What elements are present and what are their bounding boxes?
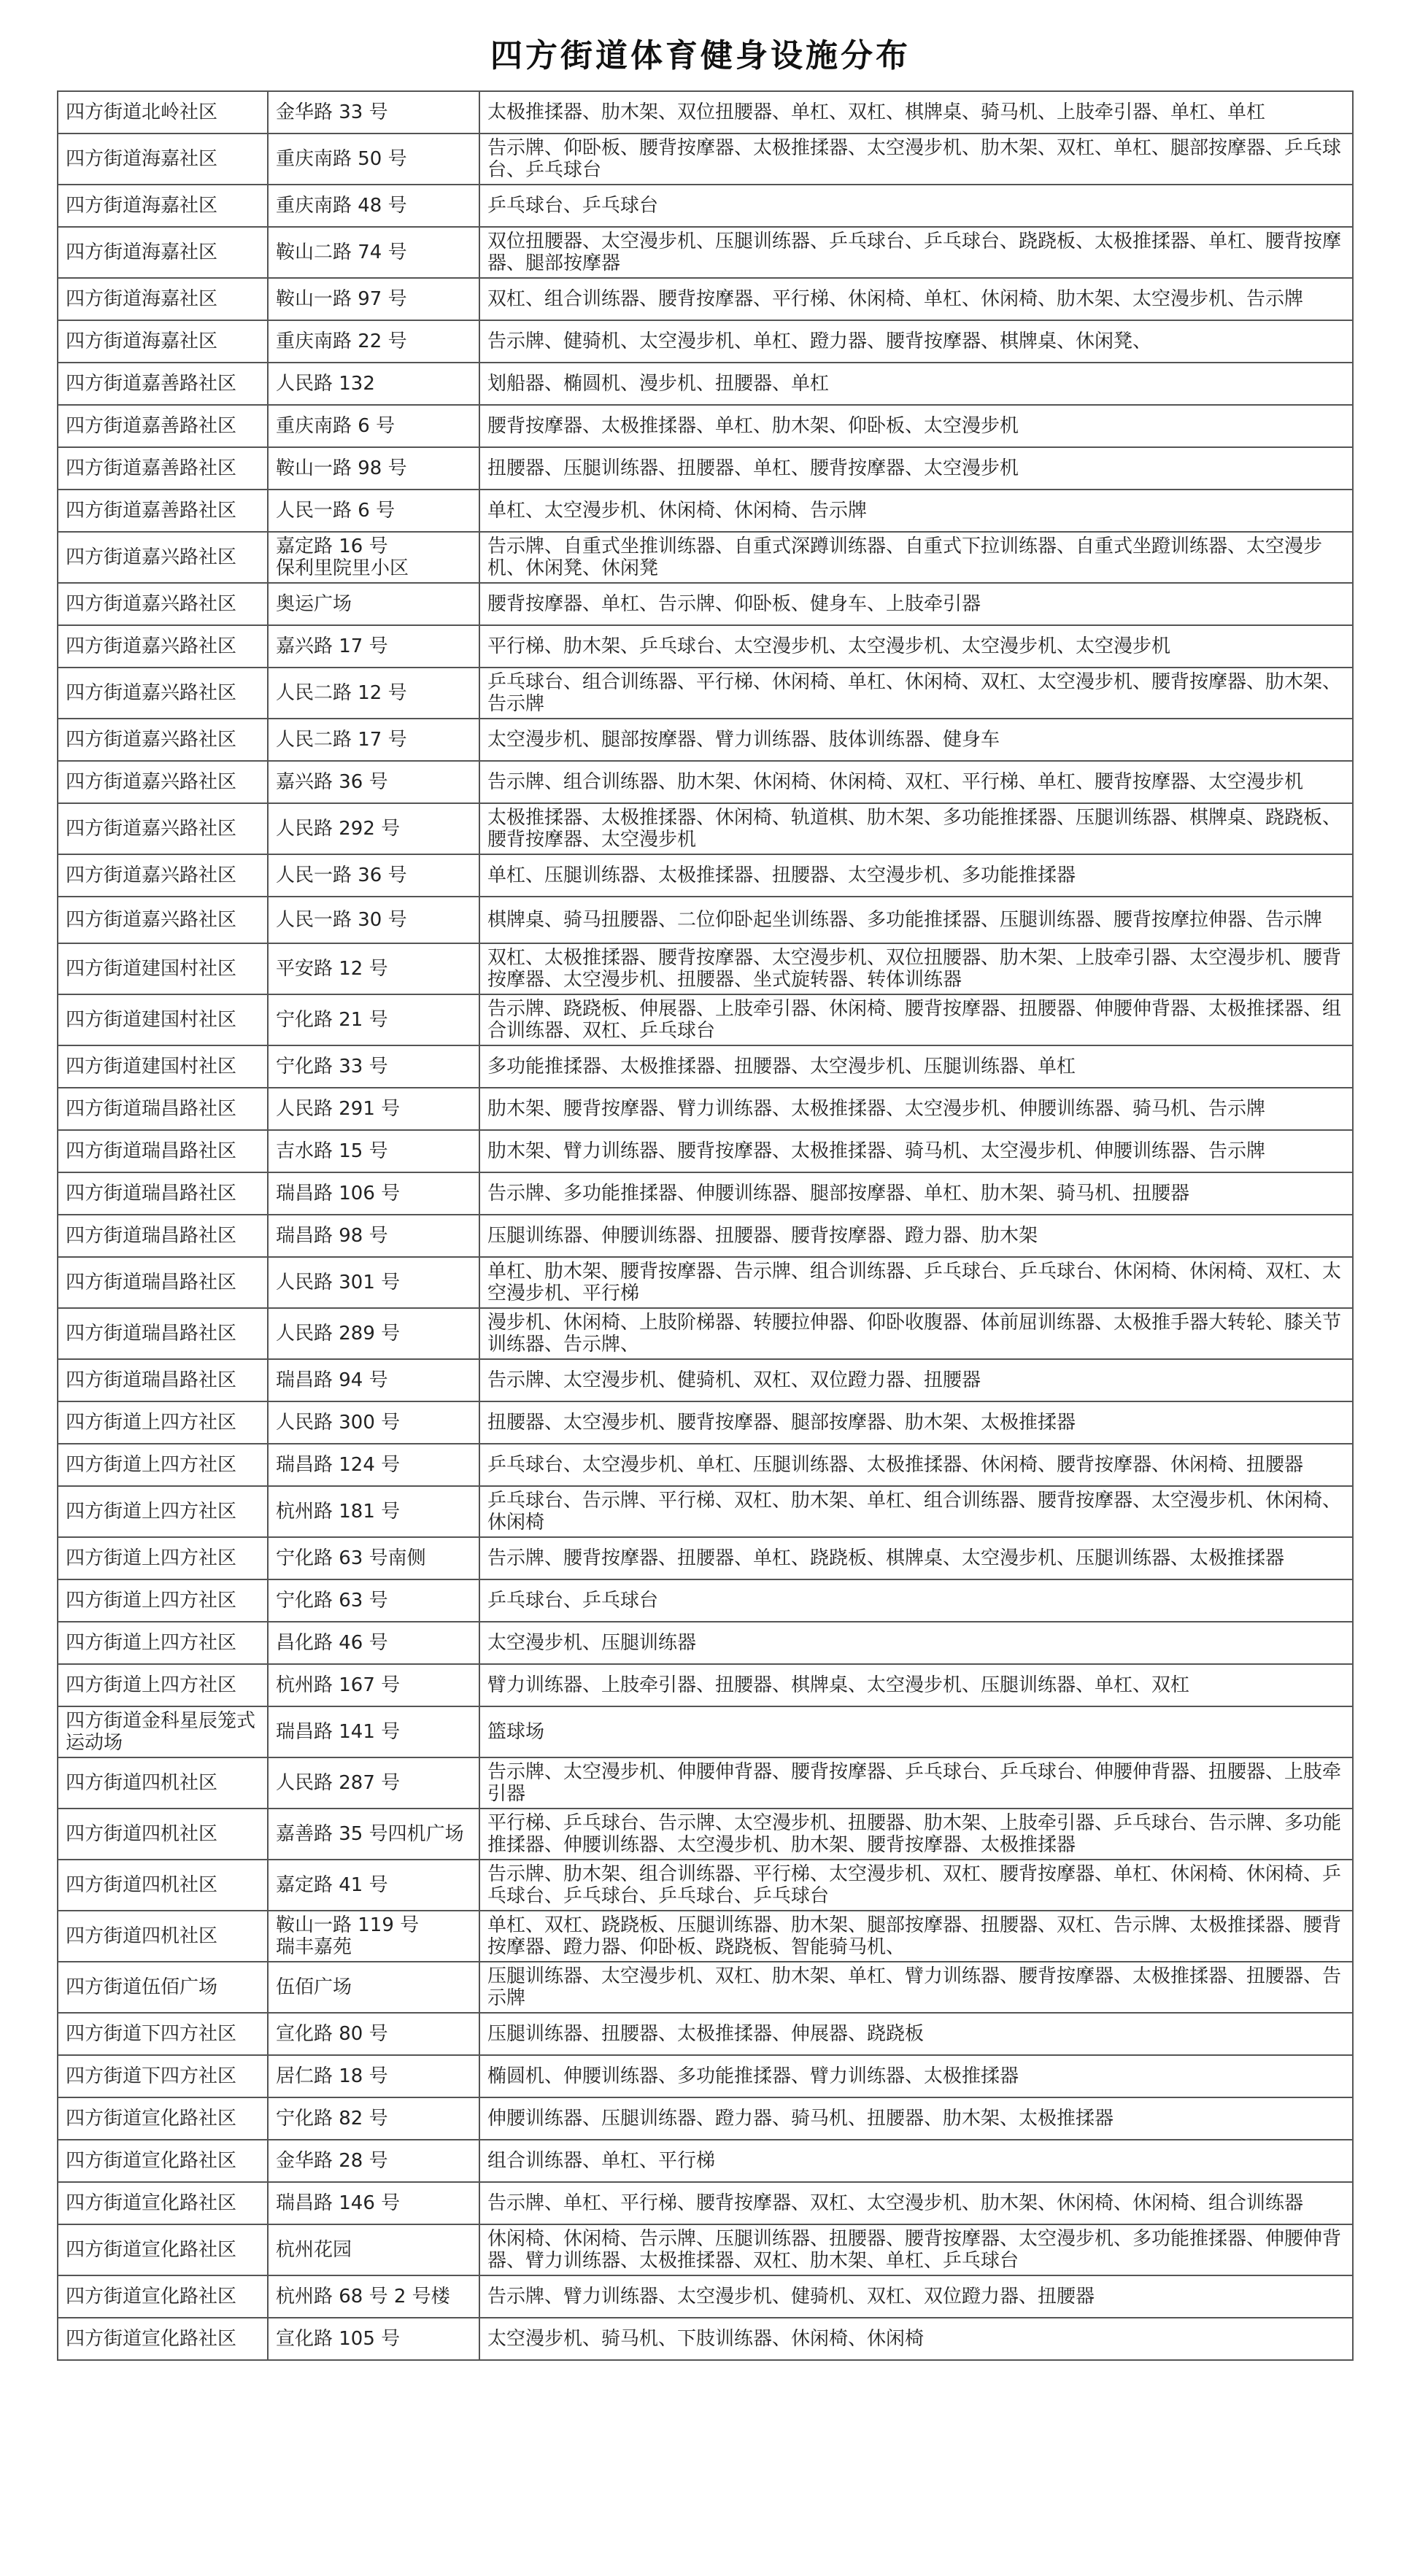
facilities-cell: 告示牌、单杠、平行梯、腰背按摩器、双杠、太空漫步机、肋木架、休闲椅、休闲椅、组合训练器 — [479, 2182, 1353, 2224]
table-row — [58, 761, 1353, 803]
address-cell: 重庆南路 48 号 — [268, 185, 479, 227]
table-row — [58, 1622, 1353, 1664]
facilities-cell: 肋木架、臂力训练器、腰背按摩器、太极推揉器、骑马机、太空漫步机、伸腰训练器、告示牌 — [479, 1130, 1353, 1172]
table-row — [58, 447, 1353, 490]
address-cell: 瑞昌路 98 号 — [268, 1215, 479, 1257]
community-cell: 四方街道建国村社区 — [58, 994, 268, 1045]
facilities-cell: 椭圆机、伸腰训练器、多功能推揉器、臂力训练器、太极推揉器 — [479, 2055, 1353, 2097]
community-cell: 四方街道瑞昌路社区 — [58, 1088, 268, 1130]
address-cell: 人民一路 6 号 — [268, 490, 479, 532]
address-cell: 金华路 28 号 — [268, 2140, 479, 2182]
facilities-cell: 扭腰器、压腿训练器、扭腰器、单杠、腰背按摩器、太空漫步机 — [479, 447, 1353, 490]
facilities-cell: 双杠、太极推揉器、腰背按摩器、太空漫步机、双位扭腰器、肋木架、上肢牵引器、太空漫步机、腰背按摩器、太空漫步机、扭腰器、坐式旋转器、转体训练器 — [479, 943, 1353, 994]
table-row — [58, 1215, 1353, 1257]
table-row — [58, 1130, 1353, 1172]
address-cell: 鞍山一路 119 号 瑞丰嘉苑 — [268, 1911, 479, 1962]
facilities-cell: 双杠、组合训练器、腰背按摩器、平行梯、休闲椅、单杠、休闲椅、肋木架、太空漫步机、告示牌 — [479, 278, 1353, 320]
address-cell: 宁化路 63 号 — [268, 1579, 479, 1622]
address-cell: 宣化路 105 号 — [268, 2318, 479, 2360]
community-cell: 四方街道嘉善路社区 — [58, 405, 268, 447]
table-row — [58, 625, 1353, 668]
facilities-cell: 臂力训练器、上肢牵引器、扭腰器、棋牌桌、太空漫步机、压腿训练器、单杠、双杠 — [479, 1664, 1353, 1706]
address-cell: 瑞昌路 124 号 — [268, 1444, 479, 1486]
community-cell: 四方街道嘉兴路社区 — [58, 761, 268, 803]
address-cell: 杭州路 167 号 — [268, 1664, 479, 1706]
community-cell: 四方街道嘉兴路社区 — [58, 532, 268, 583]
community-cell: 四方街道上四方社区 — [58, 1664, 268, 1706]
facilities-cell: 篮球场 — [479, 1706, 1353, 1757]
community-cell: 四方街道上四方社区 — [58, 1401, 268, 1444]
table-row — [58, 803, 1353, 854]
address-cell: 宁化路 82 号 — [268, 2097, 479, 2140]
community-cell: 四方街道宣化路社区 — [58, 2097, 268, 2140]
table-row — [58, 2182, 1353, 2224]
facilities-cell: 休闲椅、休闲椅、告示牌、压腿训练器、扭腰器、腰背按摩器、太空漫步机、多功能推揉器、伸腰伸背器、臂力训练器、太极推揉器、双杠、肋木架、单杠、乒乓球台 — [479, 2224, 1353, 2275]
table-row — [58, 2224, 1353, 2275]
table-row — [58, 1757, 1353, 1809]
facilities-cell: 平行梯、肋木架、乒乓球台、太空漫步机、太空漫步机、太空漫步机、太空漫步机 — [479, 625, 1353, 668]
facilities-cell: 太空漫步机、腿部按摩器、臂力训练器、肢体训练器、健身车 — [479, 719, 1353, 761]
table-row — [58, 1809, 1353, 1860]
address-cell: 嘉兴路 36 号 — [268, 761, 479, 803]
address-cell: 人民路 301 号 — [268, 1257, 479, 1308]
facilities-cell: 告示牌、跷跷板、伸展器、上肢牵引器、休闲椅、腰背按摩器、扭腰器、伸腰伸背器、太极推揉器、组合训练器、双杠、乒乓球台 — [479, 994, 1353, 1045]
facilities-cell: 乒乓球台、乒乓球台 — [479, 185, 1353, 227]
address-cell: 人民一路 36 号 — [268, 854, 479, 897]
table-row — [58, 1045, 1353, 1088]
table-row — [58, 1444, 1353, 1486]
document-title: 四方街道体育健身设施分布 — [490, 37, 911, 74]
community-cell: 四方街道宣化路社区 — [58, 2275, 268, 2318]
table-row — [58, 1664, 1353, 1706]
facilities-cell: 告示牌、肋木架、组合训练器、平行梯、太空漫步机、双杠、腰背按摩器、单杠、休闲椅、休闲椅、乒乓球台、乒乓球台、乒乓球台、乒乓球台 — [479, 1860, 1353, 1911]
community-cell: 四方街道北岭社区 — [58, 91, 268, 134]
facilities-cell: 告示牌、仰卧板、腰背按摩器、太极推揉器、太空漫步机、肋木架、双杠、单杠、腿部按摩器、乒乓球台、乒乓球台 — [479, 134, 1353, 185]
address-cell: 嘉善路 35 号四机广场 — [268, 1809, 479, 1860]
address-cell: 金华路 33 号 — [268, 91, 479, 134]
address-cell: 瑞昌路 106 号 — [268, 1172, 479, 1215]
table-row — [58, 363, 1353, 405]
community-cell: 四方街道嘉兴路社区 — [58, 625, 268, 668]
table-row — [58, 668, 1353, 719]
address-cell: 人民路 291 号 — [268, 1088, 479, 1130]
address-cell: 人民二路 12 号 — [268, 668, 479, 719]
address-cell: 吉水路 15 号 — [268, 1130, 479, 1172]
table-row — [58, 532, 1353, 583]
community-cell: 四方街道瑞昌路社区 — [58, 1130, 268, 1172]
facilities-cell: 太极推揉器、太极推揉器、休闲椅、轨道棋、肋木架、多功能推揉器、压腿训练器、棋牌桌、跷跷板、腰背按摩器、太空漫步机 — [479, 803, 1353, 854]
community-cell: 四方街道海嘉社区 — [58, 320, 268, 363]
table-row — [58, 1172, 1353, 1215]
community-cell: 四方街道金科星辰笼式运动场 — [58, 1706, 268, 1757]
address-cell: 鞍山一路 97 号 — [268, 278, 479, 320]
table-row — [58, 2013, 1353, 2055]
community-cell: 四方街道瑞昌路社区 — [58, 1172, 268, 1215]
facilities-cell: 太空漫步机、骑马机、下肢训练器、休闲椅、休闲椅 — [479, 2318, 1353, 2360]
address-cell: 宣化路 80 号 — [268, 2013, 479, 2055]
community-cell: 四方街道下四方社区 — [58, 2013, 268, 2055]
community-cell: 四方街道下四方社区 — [58, 2055, 268, 2097]
community-cell: 四方街道宣化路社区 — [58, 2318, 268, 2360]
community-cell: 四方街道四机社区 — [58, 1860, 268, 1911]
facilities-cell: 压腿训练器、伸腰训练器、扭腰器、腰背按摩器、蹬力器、肋木架 — [479, 1215, 1353, 1257]
table-row — [58, 1962, 1353, 2013]
community-cell: 四方街道嘉善路社区 — [58, 447, 268, 490]
facilities-cell: 告示牌、组合训练器、肋木架、休闲椅、休闲椅、双杠、平行梯、单杠、腰背按摩器、太空漫步机 — [479, 761, 1353, 803]
address-cell: 人民二路 17 号 — [268, 719, 479, 761]
table-row — [58, 2097, 1353, 2140]
address-cell: 杭州花园 — [268, 2224, 479, 2275]
table-row — [58, 897, 1353, 943]
facilities-cell: 告示牌、健骑机、太空漫步机、单杠、蹬力器、腰背按摩器、棋牌桌、休闲凳、 — [479, 320, 1353, 363]
facilities-cell: 太极推揉器、肋木架、双位扭腰器、单杠、双杠、棋牌桌、骑马机、上肢牵引器、单杠、单杠 — [479, 91, 1353, 134]
address-cell: 嘉定路 16 号 保利里院里小区 — [268, 532, 479, 583]
community-cell: 四方街道瑞昌路社区 — [58, 1257, 268, 1308]
address-cell: 人民路 132 — [268, 363, 479, 405]
community-cell: 四方街道嘉兴路社区 — [58, 803, 268, 854]
table-row — [58, 405, 1353, 447]
table-row — [58, 1359, 1353, 1401]
facilities-cell: 乒乓球台、乒乓球台 — [479, 1579, 1353, 1622]
table-row — [58, 227, 1353, 278]
facilities-cell: 棋牌桌、骑马扭腰器、二位仰卧起坐训练器、多功能推揉器、压腿训练器、腰背按摩拉伸器、告示牌 — [479, 897, 1353, 943]
table-row — [58, 278, 1353, 320]
facilities-cell: 双位扭腰器、太空漫步机、压腿训练器、乒乓球台、乒乓球台、跷跷板、太极推揉器、单杠、腰背按摩器、腿部按摩器 — [479, 227, 1353, 278]
facilities-cell: 漫步机、休闲椅、上肢阶梯器、转腰拉伸器、仰卧收腹器、体前屈训练器、太极推手器大转轮、膝关节训练器、告示牌、 — [479, 1308, 1353, 1359]
address-cell: 瑞昌路 94 号 — [268, 1359, 479, 1401]
facilities-cell: 乒乓球台、太空漫步机、单杠、压腿训练器、太极推揉器、休闲椅、腰背按摩器、休闲椅、扭腰器 — [479, 1444, 1353, 1486]
table-row — [58, 1486, 1353, 1537]
table-row — [58, 185, 1353, 227]
facilities-cell: 压腿训练器、扭腰器、太极推揉器、伸展器、跷跷板 — [479, 2013, 1353, 2055]
community-cell: 四方街道嘉兴路社区 — [58, 719, 268, 761]
table-row — [58, 1860, 1353, 1911]
address-cell: 居仁路 18 号 — [268, 2055, 479, 2097]
table-row — [58, 1537, 1353, 1579]
community-cell: 四方街道宣化路社区 — [58, 2182, 268, 2224]
community-cell: 四方街道嘉善路社区 — [58, 363, 268, 405]
table-row — [58, 943, 1353, 994]
community-cell: 四方街道建国村社区 — [58, 943, 268, 994]
address-cell: 平安路 12 号 — [268, 943, 479, 994]
facilities-cell: 单杠、肋木架、腰背按摩器、告示牌、组合训练器、乒乓球台、乒乓球台、休闲椅、休闲椅、双杠、太空漫步机、平行梯 — [479, 1257, 1353, 1308]
address-cell: 伍佰广场 — [268, 1962, 479, 2013]
community-cell: 四方街道上四方社区 — [58, 1537, 268, 1579]
community-cell: 四方街道瑞昌路社区 — [58, 1359, 268, 1401]
facilities-cell: 乒乓球台、组合训练器、平行梯、休闲椅、单杠、休闲椅、双杠、太空漫步机、腰背按摩器、肋木架、告示牌 — [479, 668, 1353, 719]
address-cell: 人民路 300 号 — [268, 1401, 479, 1444]
address-cell: 人民路 292 号 — [268, 803, 479, 854]
facilities-cell: 太空漫步机、压腿训练器 — [479, 1622, 1353, 1664]
community-cell: 四方街道上四方社区 — [58, 1579, 268, 1622]
address-cell: 重庆南路 6 号 — [268, 405, 479, 447]
address-cell: 奥运广场 — [268, 583, 479, 625]
facilities-cell: 告示牌、臂力训练器、太空漫步机、健骑机、双杠、双位蹬力器、扭腰器 — [479, 2275, 1353, 2318]
community-cell: 四方街道嘉善路社区 — [58, 490, 268, 532]
community-cell: 四方街道瑞昌路社区 — [58, 1215, 268, 1257]
facilities-table — [57, 90, 1354, 2361]
community-cell: 四方街道伍佰广场 — [58, 1962, 268, 2013]
address-cell: 宁化路 33 号 — [268, 1045, 479, 1088]
facilities-cell: 告示牌、自重式坐推训练器、自重式深蹲训练器、自重式下拉训练器、自重式坐蹬训练器、太空漫步机、休闲凳、休闲凳 — [479, 532, 1353, 583]
address-cell: 嘉定路 41 号 — [268, 1860, 479, 1911]
address-cell: 人民路 287 号 — [268, 1757, 479, 1809]
table-row — [58, 1401, 1353, 1444]
table-row — [58, 320, 1353, 363]
community-cell: 四方街道上四方社区 — [58, 1622, 268, 1664]
community-cell: 四方街道瑞昌路社区 — [58, 1308, 268, 1359]
address-cell: 嘉兴路 17 号 — [268, 625, 479, 668]
facilities-cell: 单杠、压腿训练器、太极推揉器、扭腰器、太空漫步机、多功能推揉器 — [479, 854, 1353, 897]
community-cell: 四方街道嘉兴路社区 — [58, 583, 268, 625]
address-cell: 人民一路 30 号 — [268, 897, 479, 943]
facilities-cell: 扭腰器、太空漫步机、腰背按摩器、腿部按摩器、肋木架、太极推揉器 — [479, 1401, 1353, 1444]
community-cell: 四方街道嘉兴路社区 — [58, 897, 268, 943]
address-cell: 人民路 289 号 — [268, 1308, 479, 1359]
community-cell: 四方街道嘉兴路社区 — [58, 668, 268, 719]
community-cell: 四方街道海嘉社区 — [58, 227, 268, 278]
community-cell: 四方街道海嘉社区 — [58, 185, 268, 227]
address-cell: 瑞昌路 141 号 — [268, 1706, 479, 1757]
address-cell: 重庆南路 22 号 — [268, 320, 479, 363]
table-row — [58, 994, 1353, 1045]
community-cell: 四方街道宣化路社区 — [58, 2140, 268, 2182]
table-row — [58, 2318, 1353, 2360]
table-row — [58, 1088, 1353, 1130]
community-cell: 四方街道四机社区 — [58, 1809, 268, 1860]
address-cell: 杭州路 68 号 2 号楼 — [268, 2275, 479, 2318]
table-row — [58, 719, 1353, 761]
facilities-cell: 多功能推揉器、太极推揉器、扭腰器、太空漫步机、压腿训练器、单杠 — [479, 1045, 1353, 1088]
table-row — [58, 854, 1353, 897]
community-cell: 四方街道上四方社区 — [58, 1444, 268, 1486]
table-row — [58, 2275, 1353, 2318]
community-cell: 四方街道建国村社区 — [58, 1045, 268, 1088]
address-cell: 鞍山一路 98 号 — [268, 447, 479, 490]
facilities-cell: 腰背按摩器、单杠、告示牌、仰卧板、健身车、上肢牵引器 — [479, 583, 1353, 625]
community-cell: 四方街道四机社区 — [58, 1911, 268, 1962]
facilities-cell: 告示牌、太空漫步机、伸腰伸背器、腰背按摩器、乒乓球台、乒乓球台、伸腰伸背器、扭腰器、上肢牵引器 — [479, 1757, 1353, 1809]
community-cell: 四方街道海嘉社区 — [58, 134, 268, 185]
table-row — [58, 1706, 1353, 1757]
table-row — [58, 1579, 1353, 1622]
facilities-cell: 告示牌、腰背按摩器、扭腰器、单杠、跷跷板、棋牌桌、太空漫步机、压腿训练器、太极推揉器 — [479, 1537, 1353, 1579]
table-row — [58, 1257, 1353, 1308]
table-row — [58, 91, 1353, 134]
facilities-cell: 伸腰训练器、压腿训练器、蹬力器、骑马机、扭腰器、肋木架、太极推揉器 — [479, 2097, 1353, 2140]
address-cell: 宁化路 63 号南侧 — [268, 1537, 479, 1579]
facilities-cell: 组合训练器、单杠、平行梯 — [479, 2140, 1353, 2182]
facilities-cell: 肋木架、腰背按摩器、臂力训练器、太极推揉器、太空漫步机、伸腰训练器、骑马机、告示牌 — [479, 1088, 1353, 1130]
community-cell: 四方街道四机社区 — [58, 1757, 268, 1809]
address-cell: 鞍山二路 74 号 — [268, 227, 479, 278]
facilities-cell: 告示牌、太空漫步机、健骑机、双杠、双位蹬力器、扭腰器 — [479, 1359, 1353, 1401]
facilities-cell: 平行梯、乒乓球台、告示牌、太空漫步机、扭腰器、肋木架、上肢牵引器、乒乓球台、告示牌、多功能推揉器、伸腰训练器、太空漫步机、肋木架、腰背按摩器、太极推揉器 — [479, 1809, 1353, 1860]
table-row — [58, 2140, 1353, 2182]
facilities-cell: 告示牌、多功能推揉器、伸腰训练器、腿部按摩器、单杠、肋木架、骑马机、扭腰器 — [479, 1172, 1353, 1215]
facilities-table-body — [58, 91, 1353, 2360]
community-cell: 四方街道海嘉社区 — [58, 278, 268, 320]
facilities-cell: 压腿训练器、太空漫步机、双杠、肋木架、单杠、臂力训练器、腰背按摩器、太极推揉器、扭腰器、告示牌 — [479, 1962, 1353, 2013]
facilities-cell: 腰背按摩器、太极推揉器、单杠、肋木架、仰卧板、太空漫步机 — [479, 405, 1353, 447]
table-row — [58, 134, 1353, 185]
community-cell: 四方街道上四方社区 — [58, 1486, 268, 1537]
facilities-cell: 划船器、椭圆机、漫步机、扭腰器、单杠 — [479, 363, 1353, 405]
facilities-cell: 乒乓球台、告示牌、平行梯、双杠、肋木架、单杠、组合训练器、腰背按摩器、太空漫步机、休闲椅、休闲椅 — [479, 1486, 1353, 1537]
table-row — [58, 490, 1353, 532]
community-cell: 四方街道嘉兴路社区 — [58, 854, 268, 897]
table-row — [58, 1308, 1353, 1359]
address-cell: 重庆南路 50 号 — [268, 134, 479, 185]
address-cell: 宁化路 21 号 — [268, 994, 479, 1045]
table-row — [58, 583, 1353, 625]
facilities-cell: 单杠、太空漫步机、休闲椅、休闲椅、告示牌 — [479, 490, 1353, 532]
table-row — [58, 2055, 1353, 2097]
table-row — [58, 1911, 1353, 1962]
facilities-cell: 单杠、双杠、跷跷板、压腿训练器、肋木架、腿部按摩器、扭腰器、双杠、告示牌、太极推揉器、腰背按摩器、蹬力器、仰卧板、跷跷板、智能骑马机、 — [479, 1911, 1353, 1962]
address-cell: 瑞昌路 146 号 — [268, 2182, 479, 2224]
address-cell: 杭州路 181 号 — [268, 1486, 479, 1537]
address-cell: 昌化路 46 号 — [268, 1622, 479, 1664]
community-cell: 四方街道宣化路社区 — [58, 2224, 268, 2275]
